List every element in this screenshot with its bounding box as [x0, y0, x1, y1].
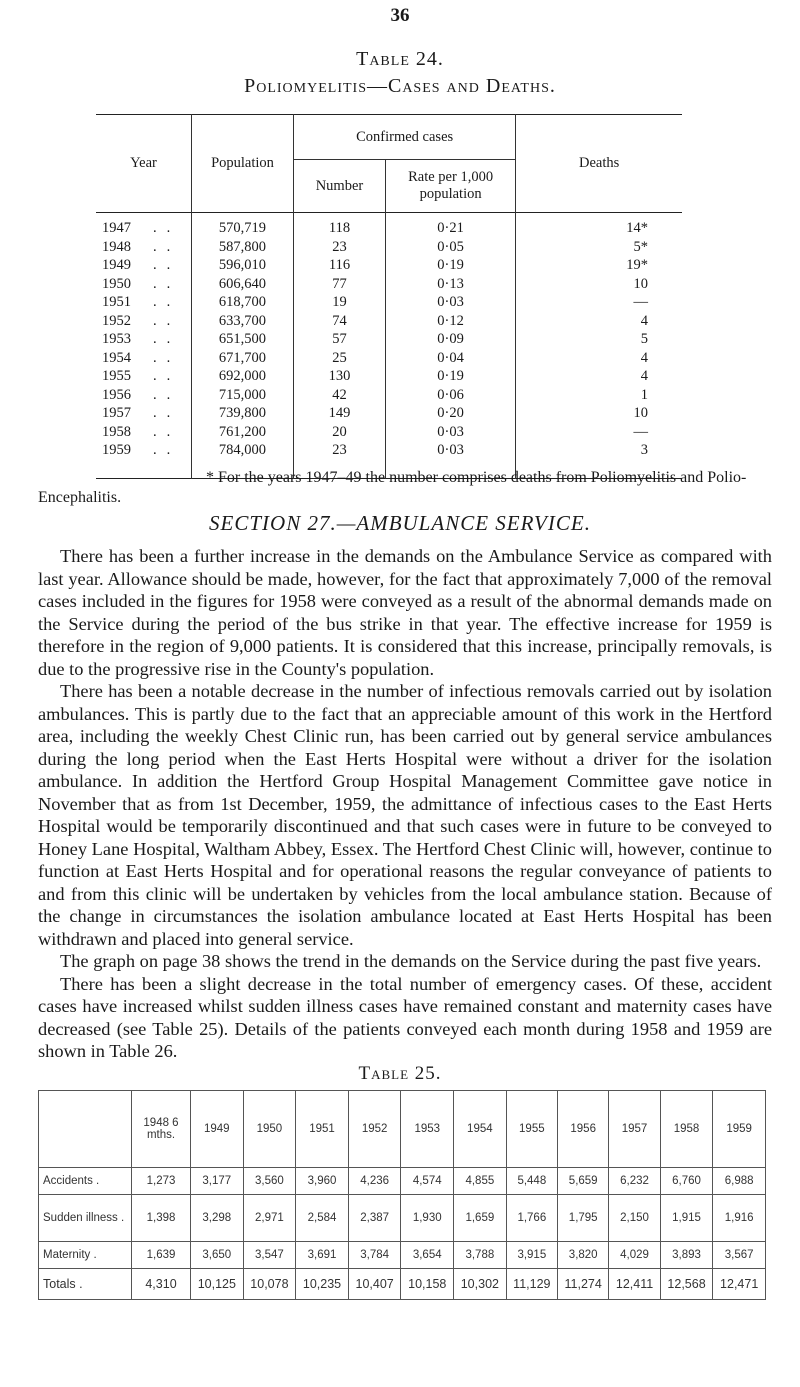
year-cell: [96, 404, 191, 423]
year-column-header: 1959: [713, 1091, 766, 1168]
leader-dots: ..: [153, 275, 181, 292]
deaths-header: Deaths: [579, 155, 620, 171]
number-cell: 20: [294, 423, 386, 442]
leader-dots: ..: [153, 238, 181, 255]
leader-dots: ..: [153, 331, 181, 347]
deaths-cell: —: [633, 294, 648, 310]
value-cell: 2,150: [609, 1195, 660, 1242]
population-cell: 606,640: [191, 275, 293, 294]
value-cell: 1,273: [132, 1168, 191, 1195]
value-cell: 3,177: [191, 1168, 244, 1195]
corner-cell: [39, 1091, 132, 1168]
table-row: [96, 238, 682, 257]
table-row: [39, 1195, 766, 1242]
row-label: Accidents .: [39, 1168, 132, 1195]
deaths-cell: 5*: [633, 238, 648, 255]
value-cell: 1,766: [506, 1195, 557, 1242]
rate-cell: 0·21: [385, 213, 515, 238]
value-cell: 3,820: [558, 1242, 609, 1269]
body-text: [38, 545, 772, 1063]
value-cell: 10,078: [243, 1269, 296, 1300]
population-cell: 692,000: [191, 367, 293, 386]
value-cell: 3,915: [506, 1242, 557, 1269]
year-cell: [96, 213, 191, 238]
polio-table: [96, 114, 682, 479]
leader-dots: ..: [153, 368, 181, 384]
year-value: 1957: [102, 405, 131, 421]
year-value: 1954: [102, 349, 131, 366]
value-cell: 1,930: [401, 1195, 454, 1242]
table-row: [96, 404, 682, 423]
table-row: [96, 312, 682, 331]
value-cell: 1,795: [558, 1195, 609, 1242]
value-cell: 12,471: [713, 1269, 766, 1300]
number-cell: 42: [294, 386, 386, 405]
leader-dots: ..: [153, 294, 181, 310]
number-cell: 23: [294, 238, 386, 257]
year-cell: [96, 367, 191, 386]
year-cell: [96, 386, 191, 405]
rate-cell: 0·03: [385, 441, 515, 478]
leader-dots: ..: [153, 386, 181, 403]
rate-cell: 0·03: [385, 423, 515, 442]
year-column-header: 1948 6 mths.: [132, 1091, 191, 1168]
deaths-cell: 5: [640, 331, 648, 347]
paragraph: There has been a notable decrease in the number of infectious removals carried out by isolation ambulances. This is partly due to the fact that an appreciable amount of this work in the Hertford area, including the weekly Chest Clinic run, has been carried out by general service ambulances during the long period when the East Herts Hospital were without a driver for the isolation ambulance. In addition the Hertford Group Hospital Management Committee gave notice in November that as from 1st December, 1959, the admittance of infectious cases to the East Herts Hospital would be temporarily discontinued and that such cases were in future to be conveyed to Honey Lane Hospital, Waltham Abbey, Essex. The Hertford Chest Clinic will, however, continue to function at East Herts Hospital and for operational reasons the regular conveyance of patients to and from this clinic will be undertaken by vehicles from the local ambulance station. Because of the change in circumstances the isolation ambulance located at East Herts Hospital has been withdrawn and placed into general service.: [38, 681, 772, 949]
value-cell: 11,129: [506, 1269, 557, 1300]
year-column-header: 1953: [401, 1091, 454, 1168]
value-cell: 3,784: [348, 1242, 401, 1269]
rate-cell: 0·09: [385, 330, 515, 349]
value-cell: 3,298: [191, 1195, 244, 1242]
value-cell: 3,547: [243, 1242, 296, 1269]
population-cell: 671,700: [191, 349, 293, 368]
value-cell: 1,639: [132, 1242, 191, 1269]
deaths-cell: 4: [640, 312, 648, 329]
number-cell: 116: [294, 256, 386, 275]
row-label: Sudden illness .: [39, 1195, 132, 1242]
year-column-header: 1950: [243, 1091, 296, 1168]
deaths-cell: 14*: [626, 220, 648, 236]
value-cell: 6,232: [609, 1168, 660, 1195]
value-cell: 10,125: [191, 1269, 244, 1300]
table-row: [96, 275, 682, 294]
year-cell: [96, 256, 191, 275]
year-column-header: 1951: [296, 1091, 349, 1168]
table-row: [96, 349, 682, 368]
deaths-cell: 10: [633, 275, 648, 292]
leader-dots: ..: [153, 405, 181, 421]
rate-cell: 0·12: [385, 312, 515, 331]
table-24-footnote: [38, 468, 762, 508]
population-cell: 587,800: [191, 238, 293, 257]
year-cell: [96, 238, 191, 257]
year-value: 1956: [102, 386, 131, 403]
row-label: Totals .: [39, 1269, 132, 1300]
table-25-label: Table 25.: [358, 1063, 442, 1084]
population-header: Population: [191, 115, 293, 213]
value-cell: 6,988: [713, 1168, 766, 1195]
table-row: [96, 367, 682, 386]
number-cell: 19: [294, 293, 386, 312]
number-cell: 77: [294, 275, 386, 294]
deaths-cell: 4: [640, 368, 648, 384]
population-cell: 651,500: [191, 330, 293, 349]
leader-dots: ..: [153, 312, 181, 329]
table-row: [39, 1168, 766, 1195]
year-column-header: 1958: [660, 1091, 713, 1168]
population-cell: 618,700: [191, 293, 293, 312]
rate-cell: 0·03: [385, 293, 515, 312]
value-cell: 2,387: [348, 1195, 401, 1242]
number-cell: 23: [294, 441, 386, 478]
confirmed-cases-header: Confirmed cases: [294, 115, 516, 160]
deaths-cell: 10: [633, 405, 648, 421]
value-cell: 10,407: [348, 1269, 401, 1300]
year-cell: [96, 312, 191, 331]
year-value: 1951: [102, 294, 131, 310]
value-cell: 3,560: [243, 1168, 296, 1195]
table-row: [96, 423, 682, 442]
population-cell: 739,800: [191, 404, 293, 423]
number-cell: 118: [294, 213, 386, 238]
paragraph: There has been a further increase in the demands on the Ambulance Service as compared with last year. Allowance should be made, however, for the fact that approximately 7,000 of the removal cases included in the figures for 1958 were conveyed as a result of the abnormal demands made on the Service during the period of the bus strike in that year. The effective increase for 1959 is therefore in the region of 9,000 patients. It is considered that this increase, principally removals, is due to the progressive rise in the County's population.: [38, 546, 772, 679]
number-cell: 149: [294, 404, 386, 423]
value-cell: 1,398: [132, 1195, 191, 1242]
value-cell: 2,971: [243, 1195, 296, 1242]
value-cell: 3,960: [296, 1168, 349, 1195]
year-column-header: 1957: [609, 1091, 660, 1168]
year-cell: [96, 275, 191, 294]
leader-dots: ..: [153, 349, 181, 366]
rate-cell: 0·04: [385, 349, 515, 368]
rate-cell: 0·19: [385, 256, 515, 275]
emergency-cases-table: [38, 1090, 766, 1300]
population-cell: 596,010: [191, 256, 293, 275]
number-cell: 25: [294, 349, 386, 368]
year-column-header: 1952: [348, 1091, 401, 1168]
year-column-header: 1955: [506, 1091, 557, 1168]
population-cell: 761,200: [191, 423, 293, 442]
number-cell: 74: [294, 312, 386, 331]
population-cell: 784,000: [191, 441, 293, 478]
value-cell: 6,760: [660, 1168, 713, 1195]
year-cell: [96, 293, 191, 312]
value-cell: 3,788: [454, 1242, 507, 1269]
rate-cell: 0·05: [385, 238, 515, 257]
year-cell: [96, 330, 191, 349]
table-row: [96, 386, 682, 405]
population-cell: 715,000: [191, 386, 293, 405]
rate-cell: 0·13: [385, 275, 515, 294]
value-cell: 10,235: [296, 1269, 349, 1300]
value-cell: 10,302: [454, 1269, 507, 1300]
value-cell: 4,029: [609, 1242, 660, 1269]
value-cell: 3,691: [296, 1242, 349, 1269]
year-column-header: 1954: [454, 1091, 507, 1168]
table-row: [39, 1269, 766, 1300]
table-24-label: Table 24.: [356, 48, 444, 70]
year-value: 1947: [102, 220, 131, 236]
table-row: [96, 213, 682, 238]
value-cell: 4,574: [401, 1168, 454, 1195]
value-cell: 3,893: [660, 1242, 713, 1269]
leader-dots: ..: [153, 220, 181, 236]
value-cell: 4,236: [348, 1168, 401, 1195]
year-value: 1959: [102, 442, 131, 458]
value-cell: 1,916: [713, 1195, 766, 1242]
rate-cell: 0·19: [385, 367, 515, 386]
value-cell: 3,650: [191, 1242, 244, 1269]
year-cell: [96, 349, 191, 368]
page-number: 36: [390, 5, 410, 26]
table-24-title: Poliomyelitis—Cases and Deaths.: [244, 75, 556, 97]
table-row: [96, 256, 682, 275]
leader-dots: ..: [153, 423, 181, 440]
leader-dots: ..: [153, 442, 181, 458]
number-header: Number: [294, 160, 386, 213]
year-value: 1952: [102, 312, 131, 329]
year-value: 1955: [102, 368, 131, 384]
rate-cell: 0·06: [385, 386, 515, 405]
year-value: 1948: [102, 238, 131, 255]
rate-cell: 0·20: [385, 404, 515, 423]
row-label: Maternity .: [39, 1242, 132, 1269]
deaths-cell: 1: [640, 386, 648, 403]
value-cell: 10,158: [401, 1269, 454, 1300]
number-cell: 57: [294, 330, 386, 349]
value-cell: 3,567: [713, 1242, 766, 1269]
value-cell: 12,568: [660, 1269, 713, 1300]
year-cell: [96, 423, 191, 442]
year-value: 1953: [102, 331, 131, 347]
value-cell: 3,654: [401, 1242, 454, 1269]
year-value: 1949: [102, 257, 131, 273]
paragraph: The graph on page 38 shows the trend in the demands on the Service during the past five years.: [60, 951, 762, 971]
population-cell: 570,719: [191, 213, 293, 238]
paragraph: There has been a slight decrease in the total number of emergency cases. Of these, accident cases have increased whilst sudden illness cases have remained constant and maternity cases have decreased (see Table 25). Details of the patients conveyed each month during 1958 and 1959 are shown in Table 26.: [38, 973, 772, 1061]
value-cell: 5,659: [558, 1168, 609, 1195]
year-column-header: 1956: [558, 1091, 609, 1168]
value-cell: 1,659: [454, 1195, 507, 1242]
number-cell: 130: [294, 367, 386, 386]
footnote-text: * For the years 1947–49 the number comprises deaths from Poliomyelitis and Polio-Encephalitis.: [38, 469, 747, 506]
table-row: [39, 1242, 766, 1269]
value-cell: 2,584: [296, 1195, 349, 1242]
value-cell: 4,855: [454, 1168, 507, 1195]
value-cell: 5,448: [506, 1168, 557, 1195]
population-cell: 633,700: [191, 312, 293, 331]
leader-dots: ..: [153, 257, 181, 273]
value-cell: 11,274: [558, 1269, 609, 1300]
deaths-cell: 4: [640, 349, 648, 366]
value-cell: 12,411: [609, 1269, 660, 1300]
section-heading: SECTION 27.—AMBULANCE SERVICE.: [209, 511, 591, 535]
rate-header: Rate per 1,000 population: [385, 160, 515, 213]
year-column-header: 1949: [191, 1091, 244, 1168]
year-header: Year: [96, 115, 191, 213]
table-row: [96, 330, 682, 349]
deaths-cell: —: [633, 423, 648, 440]
value-cell: 1,915: [660, 1195, 713, 1242]
year-value: 1950: [102, 275, 131, 292]
table-row: [96, 293, 682, 312]
year-value: 1958: [102, 423, 131, 440]
value-cell: 4,310: [132, 1269, 191, 1300]
deaths-cell: 3: [640, 442, 648, 458]
deaths-cell: 19*: [626, 257, 648, 273]
